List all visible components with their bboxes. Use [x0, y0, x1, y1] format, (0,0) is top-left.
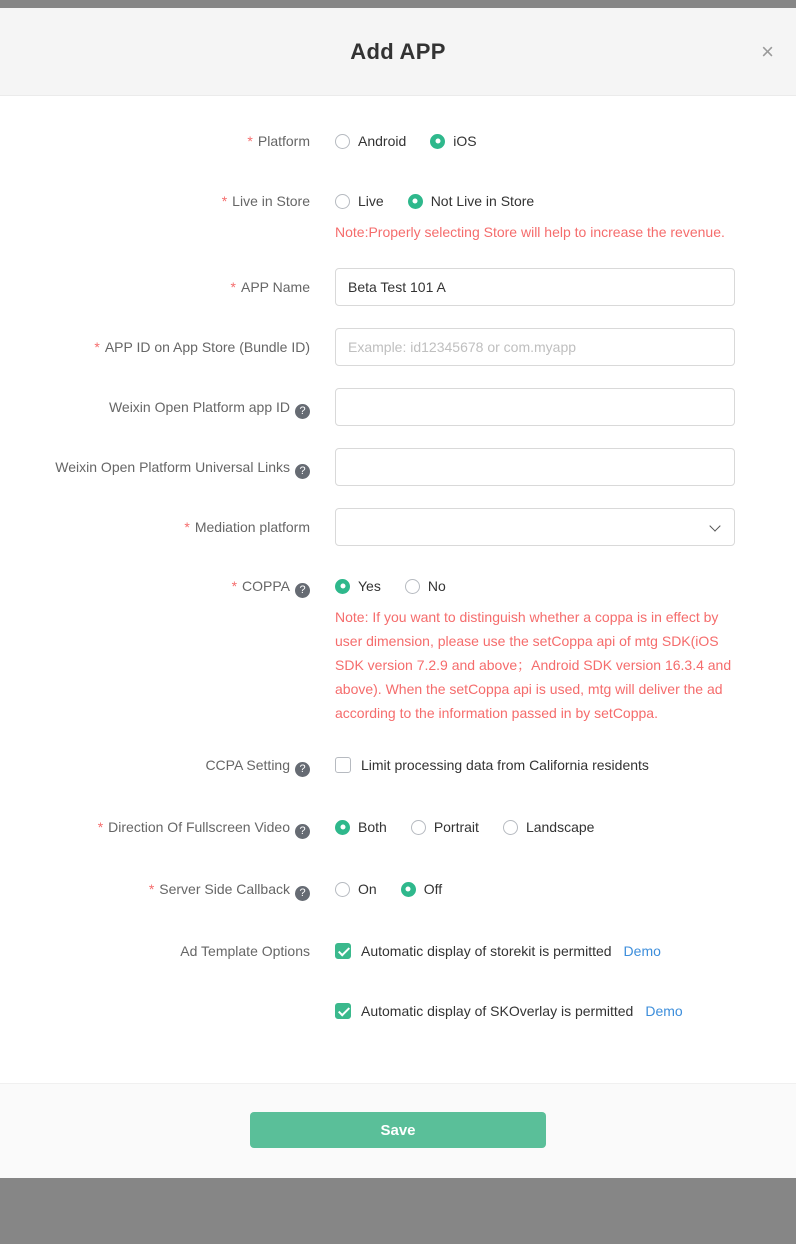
radio-icon: [411, 820, 426, 835]
app-name-input[interactable]: [335, 268, 735, 306]
row-platform: [0, 131, 796, 151]
row-direction: [0, 817, 796, 839]
server-callback-label: [0, 879, 310, 901]
radio-ios[interactable]: [430, 131, 476, 151]
coppa-radio-group: [335, 576, 735, 596]
coppa-label-text: COPPA: [242, 578, 290, 594]
ad-template-options-label: Ad Template Options: [180, 943, 310, 959]
radio-icon: [401, 882, 416, 897]
radio-label: Landscape: [525, 819, 595, 835]
skoverlay-demo-link[interactable]: Demo: [645, 1003, 683, 1019]
storekit-checkbox[interactable]: [335, 941, 612, 961]
radio-icon: [503, 820, 518, 835]
weixin-app-id-label: [0, 388, 310, 426]
app-id-label: * APP ID on App Store (Bundle ID): [0, 328, 310, 366]
radio-icon: [430, 134, 445, 149]
row-live-in-store: [0, 191, 796, 244]
mediation-platform-select[interactable]: [335, 508, 735, 546]
weixin-universal-links-label: [0, 448, 310, 486]
direction-label-text: Direction Of Fullscreen Video: [108, 819, 290, 835]
radio-portrait[interactable]: [411, 817, 479, 837]
ccpa-label: [0, 755, 310, 777]
radio-icon: [335, 194, 350, 209]
radio-icon: [335, 134, 350, 149]
radio-label: On: [358, 881, 377, 897]
add-app-modal: [0, 8, 796, 1178]
platform-radio-group: [335, 131, 735, 151]
coppa-note: Note: If you want to distinguish whether a coppa is in effect by user dimension, please use the setCoppa api of mtg SDK(iOS SDK version 7.2.9 and above；Android SDK version 16.3.4 and above). When the setCoppa api is used, mtg will deliver the ad according to the information passed in by setCoppa.: [335, 609, 732, 721]
radio-label: Portrait: [433, 819, 479, 835]
help-icon[interactable]: ?: [295, 886, 310, 901]
row-ad-template-options: [0, 941, 796, 1021]
help-icon[interactable]: ?: [295, 404, 310, 419]
row-mediation-platform: [0, 508, 796, 546]
mediation-platform-label: * Mediation platform: [0, 508, 310, 546]
modal-footer: [0, 1083, 796, 1178]
ccpa-checkbox-label: Limit processing data from California residents: [361, 757, 649, 773]
radio-label: Live: [358, 193, 384, 209]
checkbox-icon: [335, 943, 351, 959]
radio-off[interactable]: [401, 879, 442, 899]
row-weixin-universal-links: [0, 448, 796, 486]
help-icon[interactable]: ?: [295, 762, 310, 777]
weixin-universal-links-label-text: Weixin Open Platform Universal Links: [55, 459, 290, 475]
radio-icon: [335, 820, 350, 835]
server-callback-radio-group: [335, 879, 735, 899]
skoverlay-checkbox-label: Automatic display of SKOverlay is permitted: [361, 1003, 634, 1019]
modal-title: Add APP: [350, 38, 446, 64]
ccpa-checkbox[interactable]: [335, 755, 735, 775]
radio-icon: [335, 579, 350, 594]
radio-label: Yes: [358, 578, 381, 594]
row-server-callback: [0, 879, 796, 901]
radio-label: Not Live in Store: [430, 193, 535, 209]
row-app-name: [0, 268, 796, 306]
radio-icon: [335, 882, 350, 897]
radio-live[interactable]: [335, 191, 384, 211]
row-weixin-app-id: [0, 388, 796, 426]
direction-label: [0, 817, 310, 839]
radio-label: Android: [358, 133, 407, 149]
radio-landscape[interactable]: [503, 817, 595, 837]
row-ccpa: [0, 755, 796, 777]
skoverlay-checkbox-row: [335, 1001, 735, 1021]
radio-label: Both: [358, 819, 387, 835]
ccpa-label-text: CCPA Setting: [205, 757, 290, 773]
row-app-id: [0, 328, 796, 366]
app-name-label: * APP Name: [0, 268, 310, 306]
radio-icon: [408, 194, 423, 209]
weixin-universal-links-input[interactable]: [335, 448, 735, 486]
live-in-store-radio-group: [335, 191, 735, 211]
radio-on[interactable]: [335, 879, 377, 899]
help-icon[interactable]: ?: [295, 464, 310, 479]
storekit-checkbox-row: [335, 941, 735, 961]
platform-label: * Platform: [0, 131, 310, 151]
coppa-label: [0, 576, 310, 598]
radio-label: No: [427, 578, 446, 594]
save-button[interactable]: Save: [250, 1112, 546, 1148]
radio-label: Off: [423, 881, 443, 897]
radio-not-live-in-store[interactable]: [408, 191, 535, 211]
weixin-app-id-label-text: Weixin Open Platform app ID: [108, 399, 290, 415]
help-icon[interactable]: ?: [295, 824, 310, 839]
weixin-app-id-input[interactable]: [335, 388, 735, 426]
skoverlay-checkbox[interactable]: [335, 1001, 633, 1021]
radio-both[interactable]: [335, 817, 387, 837]
add-app-form: [0, 96, 796, 1083]
radio-label: iOS: [453, 133, 477, 149]
checkbox-icon: [335, 1003, 351, 1019]
modal-header: [0, 8, 796, 96]
direction-radio-group: [335, 817, 735, 837]
live-in-store-label: * Live in Store: [0, 191, 310, 211]
app-id-input[interactable]: [335, 328, 735, 366]
chevron-down-icon: [709, 520, 720, 531]
help-icon[interactable]: ?: [295, 583, 310, 598]
radio-android[interactable]: [335, 131, 406, 151]
checkbox-icon: [335, 757, 351, 773]
radio-coppa-no[interactable]: [405, 576, 446, 596]
close-icon[interactable]: ×: [761, 38, 774, 64]
radio-icon: [405, 579, 420, 594]
radio-coppa-yes[interactable]: [335, 576, 381, 596]
server-callback-label-text: Server Side Callback: [159, 881, 290, 897]
row-coppa: [0, 576, 796, 725]
live-in-store-note: Note:Properly selecting Store will help to increase the revenue.: [335, 224, 725, 240]
storekit-checkbox-label: Automatic display of storekit is permitted: [361, 943, 612, 959]
storekit-demo-link[interactable]: Demo: [623, 943, 661, 959]
